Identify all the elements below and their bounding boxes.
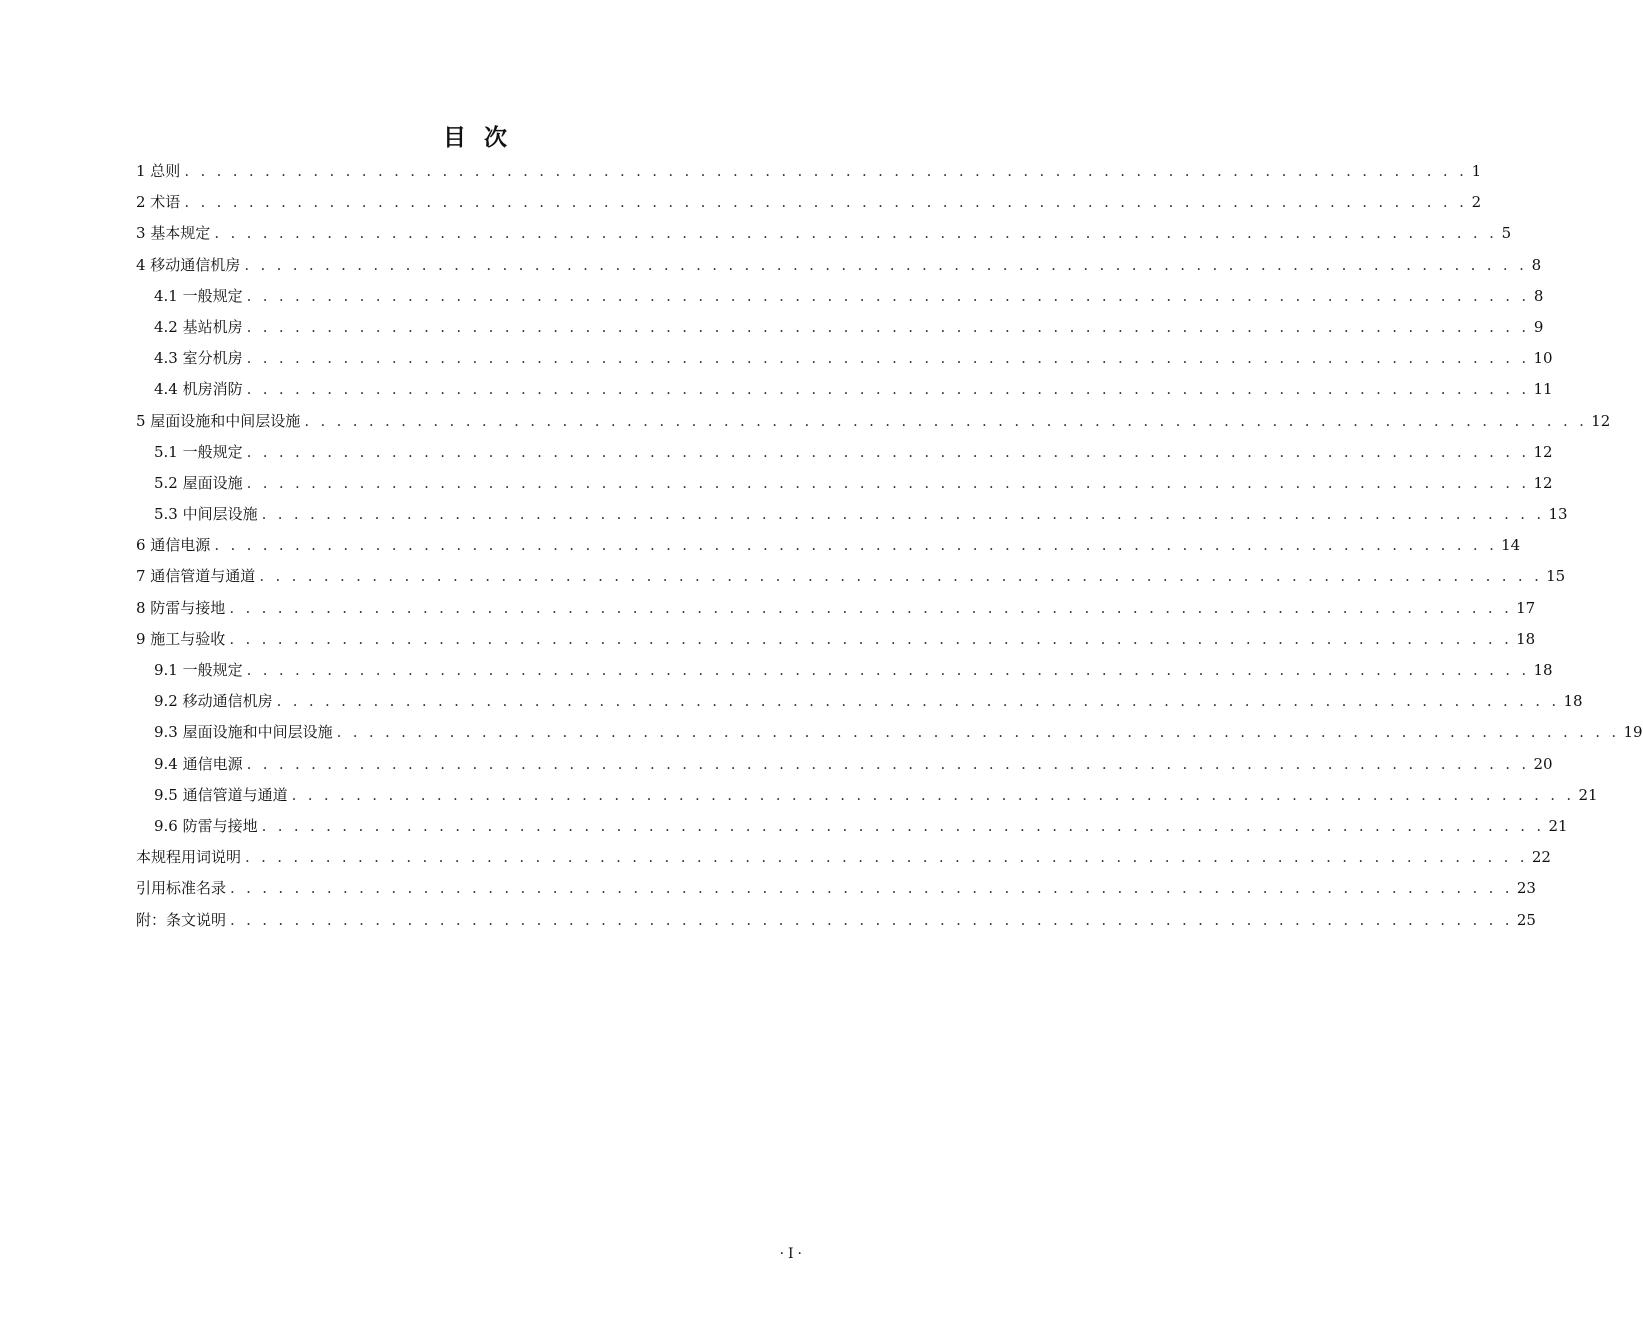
toc-entry-title: 9.6 防雷与接地 [154,816,258,835]
toc-entry-page-number: 8 [1531,255,1542,274]
toc-dot-leader: . . . . . . . . . . . . . . . . . . . . . . . . . . . . . . . . . . . . . . . . . . . . . . . . . . . . . . . . . . . . . . . . . . . . . . . . . . . . . . . . [246,317,1530,336]
toc-entry[interactable] [136,374,1553,405]
toc-entry-page-number: 18 [1533,661,1553,679]
toc-entry-page-number: 23 [1516,879,1536,898]
toc-entry-page-number: 10 [1533,349,1553,368]
toc-dot-leader: . . . . . . . . . . . . . . . . . . . . . . . . . . . . . . . . . . . . . . . . . . . . . . . . . . . . . . . . . . . . . . . . . . . . . . . . . . . . . . . . [246,473,1530,492]
toc-dot-leader: . . . . . . . . . . . . . . . . . . . . . . . . . . . . . . . . . . . . . . . . . . . . . . . . . . . . . . . . . . . . . . . . . . . . . . . . . . . . . . . . [244,255,1528,274]
toc-entry-page-number: 25 [1516,910,1536,929]
toc-dot-leader: . . . . . . . . . . . . . . . . . . . . . . . . . . . . . . . . . . . . . . . . . . . . . . . . . . . . . . . . . . . . . . . . . . . . . . . . . . . . . . . . [246,754,1530,773]
toc-entry-title: 附：条文说明 [136,910,227,929]
toc-entry-page-number: 19 [1623,723,1643,742]
toc-entry-title: 4.4 机房消防 [154,380,243,399]
toc-entry-page-number: 17 [1516,598,1536,617]
toc-entry[interactable] [136,187,1482,218]
toc-entry-page-number: 13 [1548,505,1568,524]
toc-entry-title: 9.1 一般规定 [154,661,243,679]
toc-entry-page-number: 9 [1533,317,1544,336]
toc-dot-leader: . . . . . . . . . . . . . . . . . . . . . . . . . . . . . . . . . . . . . . . . . . . . . . . . . . . . . . . . . . . . . . . . . . . . . . . . . . . . . . . . [184,162,1468,180]
toc-entry-title: 8 防雷与接地 [136,598,226,617]
toc-entry-title: 7 通信管道与通道 [136,567,256,586]
toc-entry-page-number: 18 [1516,629,1536,648]
toc-dot-leader: . . . . . . . . . . . . . . . . . . . . . . . . . . . . . . . . . . . . . . . . . . . . . . . . . . . . . . . . . . . . . . . . . . . . . . . . . . . . . . . . [304,411,1588,430]
toc-entry-title: 9.3 屋面设施和中间层设施 [154,723,333,742]
toc-entry[interactable] [136,343,1553,374]
toc-entry-page-number: 18 [1563,692,1583,711]
toc-entry-page-number: 5 [1501,224,1512,243]
toc-entry-title: 4.3 室分机房 [154,349,243,368]
toc-entry-title: 5.2 屋面设施 [154,473,243,492]
toc-dot-leader: . . . . . . . . . . . . . . . . . . . . . . . . . . . . . . . . . . . . . . . . . . . . . . . . . . . . . . . . . . . . . . . . . . . . . . . . . . . . . . . . [259,567,1543,586]
toc-dot-leader: . . . . . . . . . . . . . . . . . . . . . . . . . . . . . . . . . . . . . . . . . . . . . . . . . . . . . . . . . . . . . . . . . . . . . . . . . . . . . . . . [276,692,1560,711]
toc-entry-title: 9 施工与验收 [136,629,226,648]
toc-dot-leader: . . . . . . . . . . . . . . . . . . . . . . . . . . . . . . . . . . . . . . . . . . . . . . . . . . . . . . . . . . . . . . . . . . . . . . . . . . . . . . . . [261,505,1545,524]
toc-entry-title: 5.1 一般规定 [154,442,243,461]
toc-entry[interactable] [136,905,1536,936]
toc-entry[interactable] [136,468,1553,499]
toc-dot-leader: . . . . . . . . . . . . . . . . . . . . . . . . . . . . . . . . . . . . . . . . . . . . . . . . . . . . . . . . . . . . . . . . . . . . . . . . . . . . . . . . [230,879,1513,898]
toc-entry[interactable] [136,499,1568,530]
toc-entry[interactable] [136,250,1542,281]
toc-entry-title: 9.5 通信管道与通道 [154,785,288,804]
page-title: 目次 [443,125,525,151]
toc-entry-page-number: 21 [1548,816,1568,835]
toc-entry[interactable] [136,530,1521,561]
toc-entry-page-number: 20 [1533,754,1553,773]
toc-entry-page-number: 14 [1501,536,1521,555]
toc-dot-leader: . . . . . . . . . . . . . . . . . . . . . . . . . . . . . . . . . . . . . . . . . . . . . . . . . . . . . . . . . . . . . . . . . . . . . . . . . . . . . . . . [246,286,1530,305]
page-number: ·I· [779,1246,806,1262]
toc-dot-leader: . . . . . . . . . . . . . . . . . . . . . . . . . . . . . . . . . . . . . . . . . . . . . . . . . . . . . . . . . . . . . . . . . . . . . . . . . . . . . . . . [246,349,1530,368]
toc-dot-leader: . . . . . . . . . . . . . . . . . . . . . . . . . . . . . . . . . . . . . . . . . . . . . . . . . . . . . . . . . . . . . . . . . . . . . . . . . . . . . . . . [184,193,1468,212]
toc-entry[interactable] [136,281,1544,312]
toc-entry[interactable] [136,686,1583,717]
toc-dot-leader: . . . . . . . . . . . . . . . . . . . . . . . . . . . . . . . . . . . . . . . . . . . . . . . . . . . . . . . . . . . . . . . . . . . . . . . . . . . . . . . . [214,224,1498,243]
toc-entry-page-number: 22 [1531,848,1551,867]
toc-entry-page-number: 8 [1533,286,1544,305]
toc-entry[interactable] [136,156,1482,187]
table-of-contents [136,156,1643,936]
toc-entry[interactable] [136,873,1536,904]
toc-dot-leader: . . . . . . . . . . . . . . . . . . . . . . . . . . . . . . . . . . . . . . . . . . . . . . . . . . . . . . . . . . . . . . . . . . . . . . . . . . . . . . . . [246,661,1530,679]
toc-entry[interactable] [136,624,1536,655]
toc-dot-leader: . . . . . . . . . . . . . . . . . . . . . . . . . . . . . . . . . . . . . . . . . . . . . . . . . . . . . . . . . . . . . . . . . . . . . . . . . . . . . . . . [246,442,1530,461]
toc-entry-title: 6 通信电源 [136,536,211,555]
toc-entry-title: 4 移动通信机房 [136,255,241,274]
toc-entry-page-number: 11 [1533,380,1553,399]
toc-entry-title: 引用标准名录 [136,879,227,898]
toc-entry-title: 9.4 通信电源 [154,754,243,773]
toc-entry-page-number: 12 [1533,442,1553,461]
toc-entry[interactable] [136,593,1536,624]
toc-entry[interactable] [136,749,1553,780]
toc-entry[interactable] [136,437,1553,468]
toc-entry-page-number: 2 [1471,193,1482,212]
toc-entry[interactable] [136,842,1551,873]
toc-entry-title: 本规程用词说明 [136,848,242,867]
toc-dot-leader: . . . . . . . . . . . . . . . . . . . . . . . . . . . . . . . . . . . . . . . . . . . . . . . . . . . . . . . . . . . . . . . . . . . . . . . . . . . . . . . . [229,598,1513,617]
toc-dot-leader: . . . . . . . . . . . . . . . . . . . . . . . . . . . . . . . . . . . . . . . . . . . . . . . . . . . . . . . . . . . . . . . . . . . . . . . . . . . . . . . . [214,536,1498,555]
toc-entry-page-number: 15 [1546,567,1566,586]
toc-dot-leader: . . . . . . . . . . . . . . . . . . . . . . . . . . . . . . . . . . . . . . . . . . . . . . . . . . . . . . . . . . . . . . . . . . . . . . . . . . . . . . . . [336,723,1620,742]
toc-dot-leader: . . . . . . . . . . . . . . . . . . . . . . . . . . . . . . . . . . . . . . . . . . . . . . . . . . . . . . . . . . . . . . . . . . . . . . . . . . . . . . . . [291,785,1575,804]
toc-entry-title: 5 屋面设施和中间层设施 [136,411,301,430]
toc-entry-page-number: 12 [1533,473,1553,492]
toc-dot-leader: . . . . . . . . . . . . . . . . . . . . . . . . . . . . . . . . . . . . . . . . . . . . . . . . . . . . . . . . . . . . . . . . . . . . . . . . . . . . . . . . [229,629,1513,648]
toc-entry-page-number: 21 [1578,785,1598,804]
toc-dot-leader: . . . . . . . . . . . . . . . . . . . . . . . . . . . . . . . . . . . . . . . . . . . . . . . . . . . . . . . . . . . . . . . . . . . . . . . . . . . . . . . . [246,380,1530,399]
toc-entry-title: 5.3 中间层设施 [154,505,258,524]
toc-dot-leader: . . . . . . . . . . . . . . . . . . . . . . . . . . . . . . . . . . . . . . . . . . . . . . . . . . . . . . . . . . . . . . . . . . . . . . . . . . . . . . . . [230,910,1513,929]
toc-entry-title: 3 基本规定 [136,224,211,243]
toc-entry[interactable] [136,655,1553,686]
toc-entry[interactable] [136,561,1566,592]
toc-entry[interactable] [136,780,1598,811]
toc-dot-leader: . . . . . . . . . . . . . . . . . . . . . . . . . . . . . . . . . . . . . . . . . . . . . . . . . . . . . . . . . . . . . . . . . . . . . . . . . . . . . . . . [261,816,1545,835]
toc-dot-leader: . . . . . . . . . . . . . . . . . . . . . . . . . . . . . . . . . . . . . . . . . . . . . . . . . . . . . . . . . . . . . . . . . . . . . . . . . . . . . . . . [245,848,1528,867]
toc-entry[interactable] [136,218,1512,249]
toc-entry-title: 4.1 一般规定 [154,286,243,305]
toc-entry-title: 4.2 基站机房 [154,317,243,336]
toc-entry-page-number: 1 [1471,162,1482,180]
toc-entry[interactable] [136,312,1544,343]
toc-entry[interactable] [136,406,1611,437]
toc-entry-page-number: 12 [1591,411,1611,430]
toc-entry[interactable] [136,811,1568,842]
toc-entry-title: 9.2 移动通信机房 [154,692,273,711]
toc-entry[interactable] [136,717,1643,748]
toc-entry-title: 2 术语 [136,193,181,212]
toc-entry-title: 1 总则 [136,162,181,180]
